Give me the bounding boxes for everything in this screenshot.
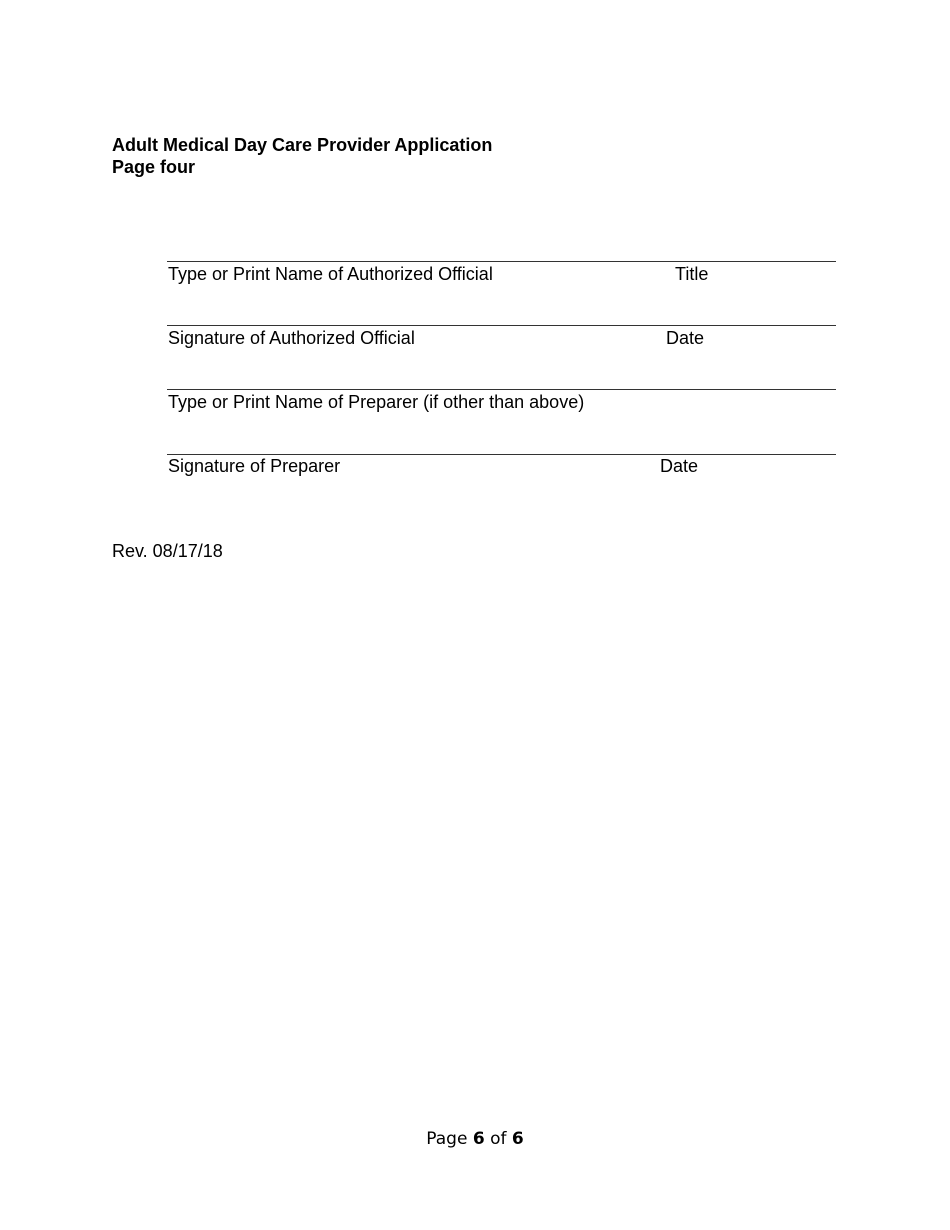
authorized-official-date-label: Date (666, 328, 705, 348)
authorized-official-title-label: Title (675, 264, 709, 284)
preparer-signature-line[interactable] (167, 454, 836, 455)
page-word: Page (426, 1129, 468, 1149)
document-subtitle: Page four (112, 157, 196, 177)
authorized-official-name-line[interactable] (167, 261, 836, 262)
authorized-official-signature-line[interactable] (167, 325, 836, 326)
document-heading (112, 134, 492, 178)
preparer-date-label: Date (660, 456, 699, 476)
document-title: Adult Medical Day Care Provider Application (112, 135, 493, 155)
authorized-official-name-label: Type or Print Name of Authorized Official (168, 264, 493, 284)
revision-date: Rev. 08/17/18 (112, 541, 223, 561)
of-word: of (490, 1129, 507, 1149)
preparer-signature-label: Signature of Preparer (168, 456, 341, 476)
current-page-number: 6 (472, 1129, 485, 1149)
preparer-name-label: Type or Print Name of Preparer (if other than above) (168, 392, 585, 412)
page-footer (0, 1129, 950, 1149)
authorized-official-signature-label: Signature of Authorized Official (168, 328, 415, 348)
preparer-name-line[interactable] (167, 389, 836, 390)
total-page-count: 6 (511, 1129, 524, 1149)
